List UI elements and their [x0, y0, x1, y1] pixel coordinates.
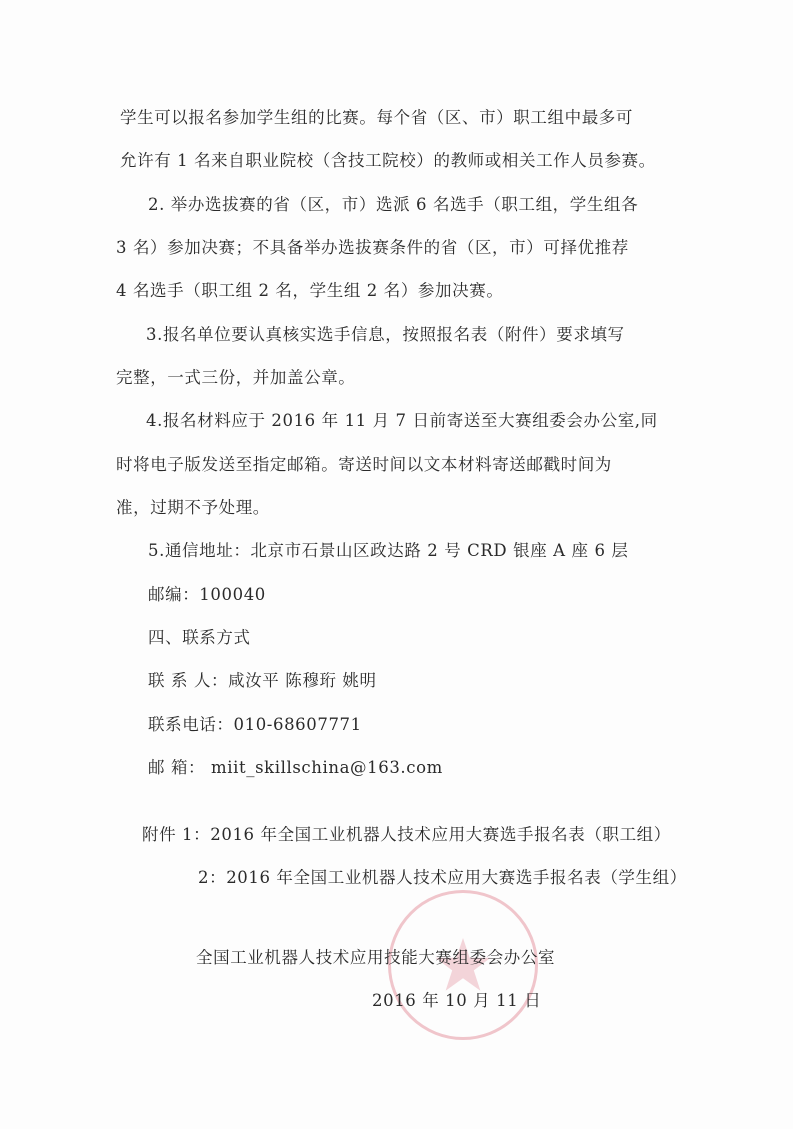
issuer: 全国工业机器人技术应用技能大赛组委会办公室	[196, 948, 556, 967]
attachment-2: 2：2016 年全国工业机器人技术应用大赛选手报名表（学生组）	[198, 868, 687, 887]
body-line-1: 学生可以报名参加学生组的比赛。每个省（区、市）职工组中最多可	[120, 108, 633, 127]
body-line-5: 4 名选手（职工组 2 名，学生组 2 名）参加决赛。	[116, 281, 504, 300]
body-line-7: 完整，一式三份，并加盖公章。	[116, 368, 356, 387]
attachment-1: 附件 1：2016 年全国工业机器人技术应用大赛选手报名表（职工组）	[142, 825, 671, 844]
body-line-4: 3 名）参加决赛；不具备举办选拔赛条件的省（区，市）可择优推荐	[116, 238, 629, 257]
contact-phone-line: 联系电话：010-68607771	[148, 715, 362, 734]
body-line-2: 允许有 1 名来自职业院校（含技工院校）的教师或相关工作人员参赛。	[120, 151, 656, 170]
issue-date: 2016 年 10 月 11 日	[372, 991, 542, 1010]
body-line-3: 2. 举办选拔赛的省（区，市）选派 6 名选手（职工组，学生组各	[148, 195, 639, 214]
body-line-6: 3.报名单位要认真核实选手信息，按照报名表（附件）要求填写	[146, 325, 625, 344]
contact-email-line: 邮 箱： miit_skillschina@163.com	[148, 758, 443, 777]
address-line: 5.通信地址：北京市石景山区政达路 2 号 CRD 银座 A 座 6 层	[148, 541, 629, 560]
postcode-line: 邮编：100040	[148, 585, 266, 604]
body-line-9: 时将电子版发送至指定邮箱。寄送时间以文本材料寄送邮戳时间为	[116, 455, 612, 474]
section-heading: 四、联系方式	[148, 628, 251, 647]
body-line-10: 准，过期不予处理。	[116, 498, 270, 517]
body-line-8: 4.报名材料应于 2016 年 11 月 7 日前寄送至大赛组委会办公室,同	[146, 411, 658, 430]
contact-person-line: 联 系 人：咸汝平 陈穆珩 姚明	[148, 671, 377, 690]
